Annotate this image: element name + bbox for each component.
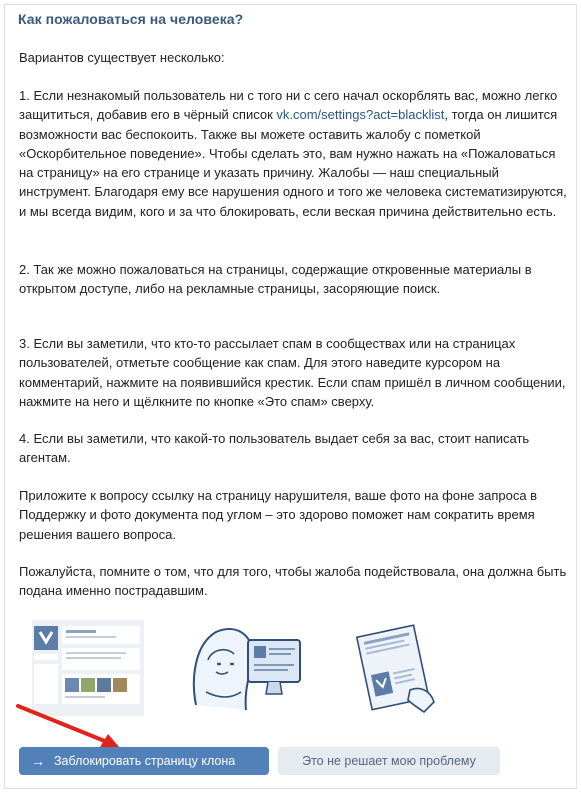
block-clone-page-label: Заблокировать страницу клона: [54, 754, 236, 768]
arrow-right-icon: →: [31, 753, 45, 769]
block-clone-page-button[interactable]: [19, 747, 269, 775]
intro-text: Вариантов существует несколько:: [19, 50, 225, 65]
paragraph-2: 2. Так же можно пожаловаться на страницы, содержащие откровенные материалы в открытом доступе, либо на рекламные страницы, засоряющие поиск.: [19, 262, 532, 297]
paragraph-5: Приложите к вопросу ссылку на страницу нарушителя, ваше фото на фоне запроса в Поддержку и фото документа под углом – это здорово поможет нам сократить время решения вашего вопроса.: [19, 488, 538, 542]
paragraph-6: Пожалуйста, помните о том, что для того, чтобы жалоба подействовала, она должна быть подана именно пострадавшим.: [19, 564, 567, 599]
blacklist-link[interactable]: vk.com/settings?act=blacklist: [276, 107, 445, 123]
not-solving-problem-label: Это не решает мою проблему: [302, 754, 476, 768]
paragraph-1-text-a: 1. Если незнакомый пользователь ни с того ни с сего начал оскорблять вас, можно легко защититься, добавив его в чёрный список: [19, 88, 558, 123]
not-solving-problem-button[interactable]: [278, 747, 500, 775]
article-title: Как пожаловаться на человека?: [18, 11, 244, 27]
person-with-monitor-illustration: [186, 620, 306, 716]
document-photo-illustration: [350, 620, 440, 716]
paragraph-3: 3. Если вы заметили, что кто-то рассылает спам в сообществах или на страницах пользователей, отметьте сообщение как спам. Для этого наведите курсором на комментарий, нажмите на появившийся крестик. Если спам пришёл в личном сообщении, нажмите на него и щёлкните по кнопке «Это спам» сверху.: [19, 336, 566, 409]
paragraph-1-text-b: , тогда он лишится возможности вас беспокоить. Также вы можете оставить жалобу с пометкой «Оскорбительное поведение». Чтобы сделать это, вам нужно нажать на «Пожаловаться на страницу» на его странице и указать причину. Жалобы — наш специальный инструмент. Благодаря ему все нарушения одного и того же человека систематизируются, и мы всегда видим, кого и за что блокировать, если веская причина действительно есть.: [19, 107, 567, 219]
paragraph-4: 4. Если вы заметили, что какой-то пользователь выдает себя за вас, стоит написать агентам.: [19, 431, 530, 466]
paragraph-1: [19, 86, 567, 221]
